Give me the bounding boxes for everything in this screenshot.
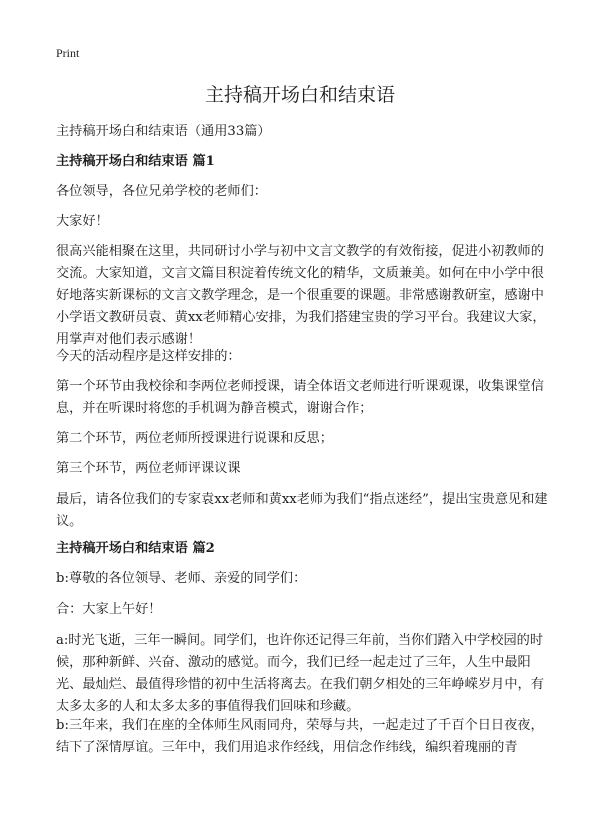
paragraph: 第三个环节，两位老师评课议课 — [56, 461, 241, 476]
paragraph: a:时光飞逝，三年一瞬间。同学们，也许你还记得三年前，当你们踏入中学校园的时候，那种新鲜、兴奋、激动的感觉。而今，我们已经一起走过了三年，人生中最阳光、最灿烂、最值得珍惜的初中生活将离去。在我们朝夕相处的三年峥嵘岁月中，有太多太多的人和太多太多的事值得我们回味和珍藏。 — [56, 633, 544, 714]
paragraph: 今天的活动程序是这样安排的： — [56, 349, 241, 364]
document-title: 主持稿开场白和结束语 — [204, 84, 395, 106]
paragraph: 最后，请各位我们的专家袁xx老师和黄xx老师为我们“指点迷经”，提出宝贵意见和建议。 — [56, 492, 548, 529]
paragraph: 各位领导，各位兄弟学校的老师们： — [56, 184, 267, 199]
print-link[interactable]: Print — [56, 46, 80, 60]
paragraph: 合：大家上午好！ — [56, 602, 162, 617]
paragraph: 很高兴能相聚在这里，共同研讨小学与初中文言文教学的有效衔接，促进小初教师的交流。大家知道，文言文篇目积淀着传统文化的精华，文质兼美。如何在中小学中很好地落实新课标的文言文教学理念，是一个很重要的课题。非常感谢教研室，感谢中小学语文教研员袁、黄xx老师精心安排，为我们搭建宝贵的学习平台。我建议大家，用掌声对他们表示感谢！ — [56, 244, 546, 347]
paragraph: 第一个环节由我校徐和李两位老师授课，请全体语文老师进行听课观课，收集课堂信息，并在听课时将您的手机调为静音模式，谢谢合作； — [56, 379, 544, 416]
paragraph: b:三年来，我们在座的全体师生风雨同舟，荣辱与共，一起走过了千百个日日夜夜，结下了深情厚谊。三年中，我们用追求作经线，用信念作纬线，编织着瑰丽的青 — [56, 718, 544, 755]
document-subtitle: 主持稿开场白和结束语（通用33篇） — [56, 124, 271, 139]
paragraph: 大家好！ — [56, 214, 109, 229]
paragraph: b:尊敬的各位领导、老师、亲爱的同学们： — [56, 571, 307, 586]
section-heading-2: 主持稿开场白和结束语 篇2 — [56, 541, 215, 556]
paragraph: 第二个环节，两位老师所授课进行说课和反思； — [56, 431, 333, 446]
section-heading-1: 主持稿开场白和结束语 篇1 — [56, 154, 215, 169]
